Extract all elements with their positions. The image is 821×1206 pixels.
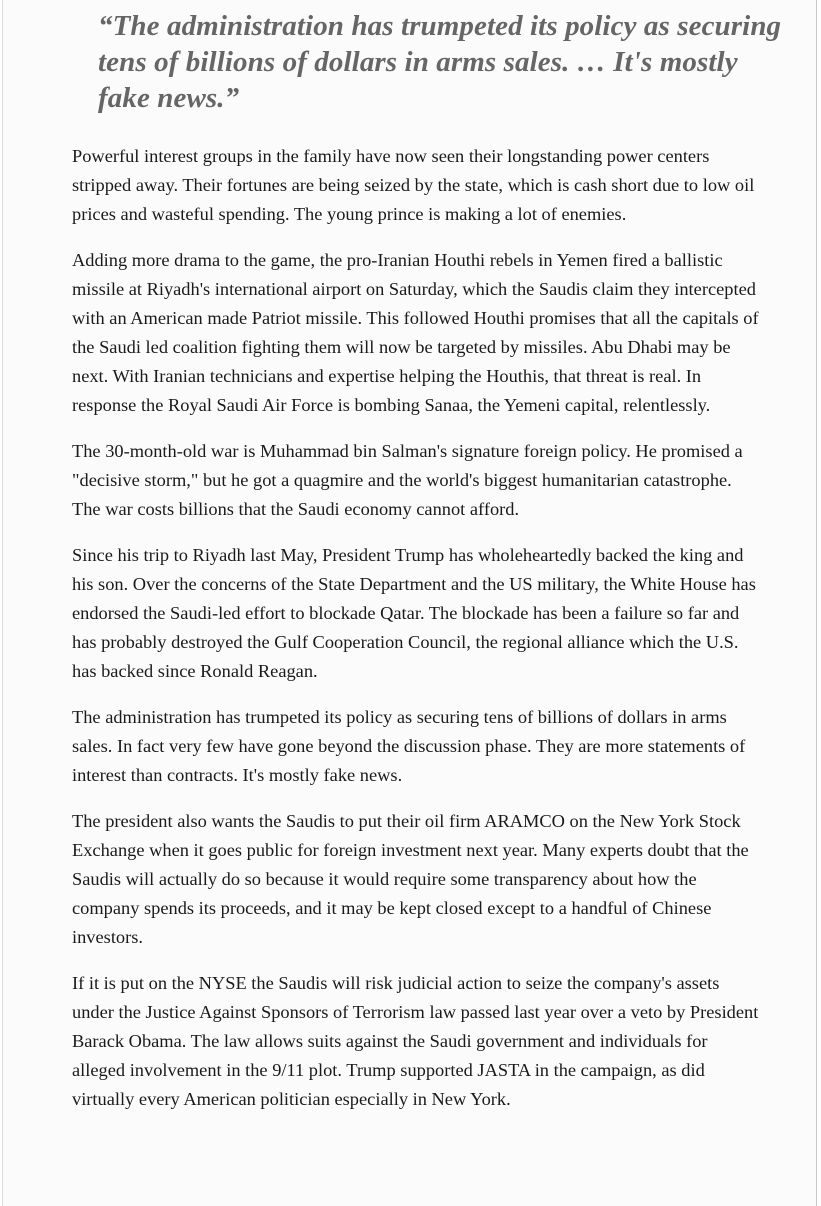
paragraph: The 30-month-old war is Muhammad bin Salman's signature foreign policy. He promised a "decisive storm," but he got a quagmire and the world's biggest humanitarian catastrophe. The war costs billions that the Saudi economy cannot afford. — [72, 441, 743, 519]
article-body — [72, 142, 762, 1131]
paragraph: Powerful interest groups in the family have now seen their longstanding power centers stripped away. Their fortunes are being seized by the state, which is cash short due to low oil prices and wasteful spending. The young prince is making a lot of enemies. — [72, 146, 755, 224]
paragraph: Adding more drama to the game, the pro-Iranian Houthi rebels in Yemen fired a ballistic missile at Riyadh's international airport on Saturday, which the Saudis claim they intercepted with an American made Patriot missile. This followed Houthi promises that all the capitals of the Saudi led coalition fighting them will now be targeted by missiles. Abu Dhabi may be next. With Iranian technicians and expertise helping the Houthis, that threat is real. In response the Royal Saudi Air Force is bombing Sanaa, the Yemeni capital, relentlessly. — [72, 250, 759, 415]
paragraph: The administration has trumpeted its policy as securing tens of billions of dollars in arms sales. In fact very few have gone beyond the discussion phase. They are more statements of interest than contracts. It's mostly fake news. — [72, 707, 746, 785]
article-page — [2, 0, 817, 1206]
paragraph: The president also wants the Saudis to put their oil firm ARAMCO on the New York Stock Exchange when it goes public for foreign investment next year. Many experts doubt that the Saudis will actually do so because it would require some transparency about how the company spends its proceeds, and it may be kept closed except to a handful of Chinese investors. — [72, 811, 749, 947]
pull-quote: “The administration has trumpeted its policy as securing tens of billions of dollars in arms sales. … It's mostly fake news.” — [98, 10, 782, 114]
paragraph: If it is put on the NYSE the Saudis will risk judicial action to seize the company's assets under the Justice Against Sponsors of Terrorism law passed last year over a veto by President Barack Obama. The law allows suits against the Saudi government and individuals for alleged involvement in the 9/11 plot. Trump supported JASTA in the campaign, as did virtually every American politician especially in New York. — [72, 973, 759, 1109]
paragraph: Since his trip to Riyadh last May, President Trump has wholeheartedly backed the king and his son. Over the concerns of the State Department and the US military, the White House has endorsed the Saudi-led effort to blockade Qatar. The blockade has been a failure so far and has probably destroyed the Gulf Cooperation Council, the regional alliance which the U.S. has backed since Ronald Reagan. — [72, 545, 756, 681]
